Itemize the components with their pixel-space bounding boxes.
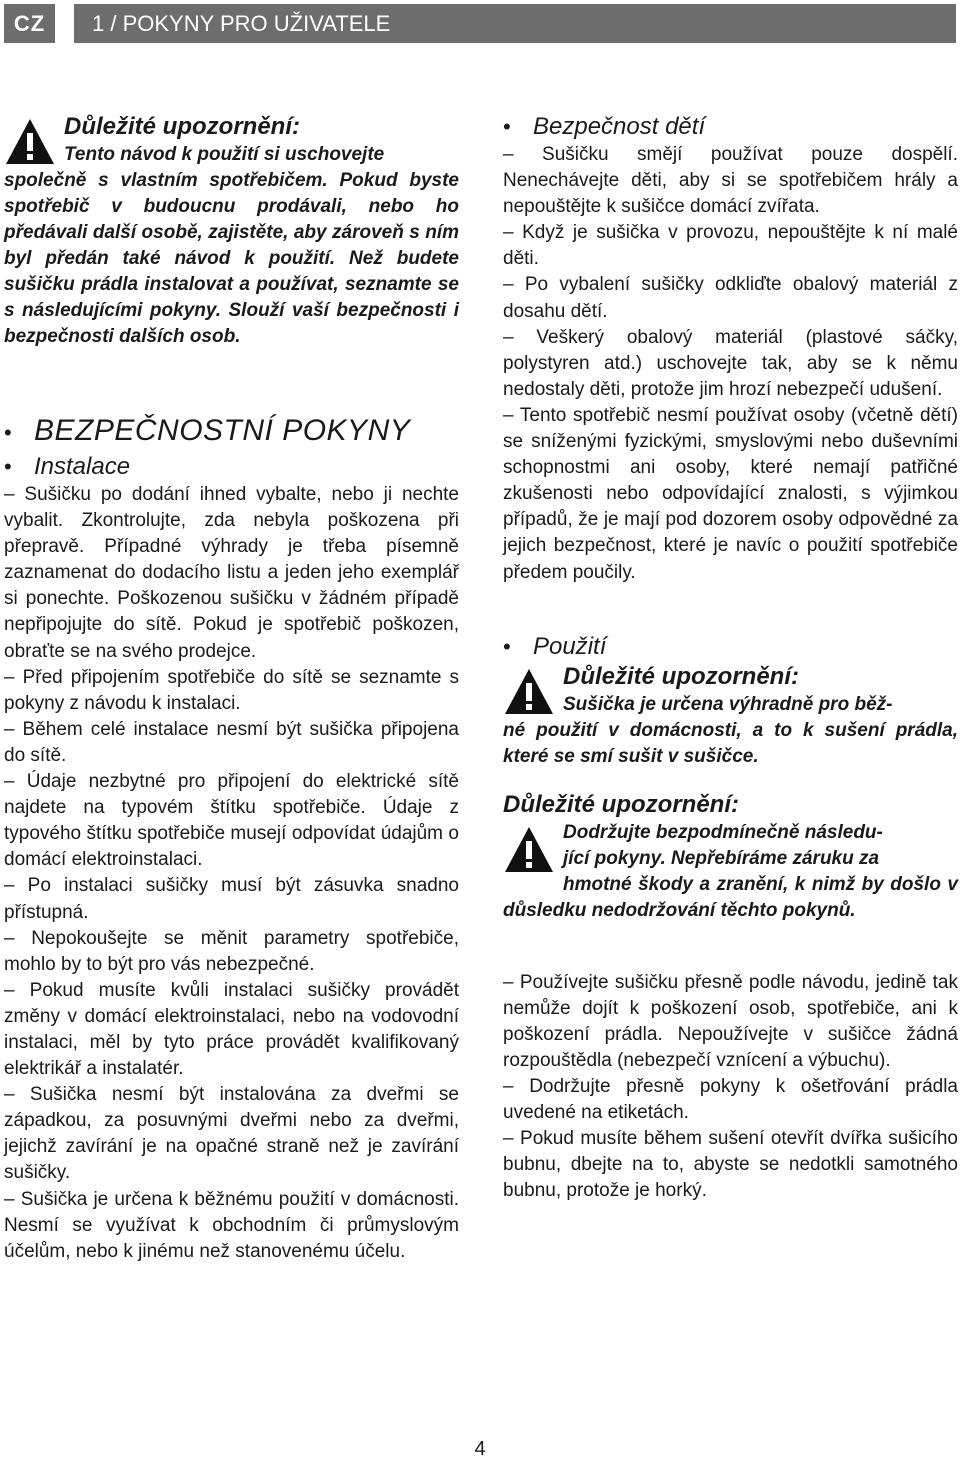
install-paragraph: – Údaje nezbytné pro připojení do elektrické sítě najdete na typovém štítku spotřebiče. Údaje z typového štítku spotřebiče musejí odpovídat údajům o domácí elektroinstalaci. xyxy=(4,771,459,871)
install-paragraph: – Po instalaci sušičky musí být zásuvka snadno přístupná. xyxy=(4,875,459,923)
notice-second-line: jící pokyny. Nepřebíráme záruku za xyxy=(563,847,880,869)
bullet-icon: • xyxy=(4,420,13,445)
language-tab: CZ xyxy=(4,4,55,43)
install-paragraph: – Před připojením spotřebiče do sítě se seznamte s pokyny z návodu k instalaci. xyxy=(4,666,459,714)
child-safety-paragraph: – Sušičku smějí používat pouze dospělí. Nenechávejte děti, aby si se spotřebičem hrály a nepouštějte k sušičce domácí zvířata. xyxy=(503,144,958,218)
bullet-icon: • xyxy=(4,454,12,479)
install-paragraph: – Sušička je určena k běžnému použití v domácnosti. Nesmí se využívat k obchodním či průmyslovým účelům, nebo k jinému než stanovenému účelu. xyxy=(4,1188,459,1262)
use-notice xyxy=(503,662,958,770)
notice-title: Důležité upozornění: xyxy=(563,662,799,690)
page-number: 4 xyxy=(474,1438,486,1460)
notice-first-line: Dodržujte bezpodmínečně následu- xyxy=(563,821,883,843)
heading-child-safety: • Bezpečnost dětí xyxy=(503,113,706,140)
heading-installation: • Instalace xyxy=(4,453,131,480)
warning-icon xyxy=(4,116,56,168)
bullet-icon: • xyxy=(503,114,511,139)
warning-icon xyxy=(503,666,555,718)
notice-first-line: Sušička je určena výhradně pro běž- xyxy=(563,693,893,715)
install-paragraph: – Během celé instalace nesmí být sušička připojena do sítě. xyxy=(4,718,459,766)
notice-title: Důležité upozornění: xyxy=(64,113,300,140)
right-column xyxy=(503,112,958,1204)
install-paragraph: – Sušičku po dodání ihned vybalte, nebo ji nechte vybalit. Zkontrolujte, zda nebyla poškozena při přepravě. Případné výhrady je třeba písemně zaznamenat do dodacího listu a jeden jeho exemplář si ponechte. Poškozenou sušičku v žádném případě nepřipojujte do sítě. Pokud je spotřebič poškozen, obraťte se na svého prodejce. xyxy=(4,484,459,662)
child-safety-paragraph: – Když je sušička v provozu, nepouštějte k ní malé děti. xyxy=(503,222,958,270)
bullet-icon: • xyxy=(503,633,511,659)
notice-body: společně s vlastním spotřebičem. Pokud byste spotřebič v budoucnu prodávali, nebo ho předávali další osobě, zajistěte, aby zároveň s ním byl předán také návod k použití. Než budete sušičku prádla instalovat a používat, seznamte se s následujícími pokyny. Slouží vaší bezpečnosti i bezpečnosti dalších osob. xyxy=(4,170,459,347)
install-paragraph: – Pokud musíte kvůli instalaci sušičky provádět změny v domácí elektroinstalaci, nebo na vodovodní instalaci, měl by tyto práce provádět kvalifikovaný elektrikář a instalatér. xyxy=(4,979,459,1080)
rules-notice xyxy=(503,790,958,924)
section-title-bar: 1 / POKYNY PRO UŽIVATELE xyxy=(74,4,956,43)
use-paragraph: – Používejte sušičku přesně podle návodu, jedině tak nemůže dojít k poškození osob, spotřebiče, ani k poškození prádla. Nepoužívejte v sušičce žádná rozpouštědla (nebezpečí vznícení a výbuchu). xyxy=(503,971,958,1071)
warning-icon xyxy=(503,824,555,876)
child-safety-paragraph: – Tento spotřebič nesmí používat osoby (včetně dětí) se sníženými fyzickými, smyslovými nebo duševními schopnostmi ani osoby, které nemají patřičné zkušenosti nebo odpovídající znalosti, s výjimkou případů, že je mají pod dozorem osoby odpovědné za jejich bezpečnost, které je navíc o použití spotřebiče předem poučily. xyxy=(503,404,958,583)
heading-safety: • BEZPEČNOSTNÍ POKYNY xyxy=(4,412,459,452)
notice-body: né použití v domácnosti, a to k sušení prádla, které se smí sušit v sušičce. xyxy=(503,719,958,767)
use-paragraph: – Dodržujte přesně pokyny k ošetřování prádla uvedené na etiketách. xyxy=(503,1075,958,1124)
install-paragraph: – Sušička nesmí být instalována za dveřmi se západkou, za posuvnými dveřmi nebo za dveřmi, jejichž zavírání je na opačné straně než je zavírání sušičky. xyxy=(4,1084,459,1184)
notice-first-line: Tento návod k použití si uschovejte xyxy=(64,144,385,165)
child-safety-paragraph: – Veškerý obalový materiál (plastové sáčky, polystyren atd.) uschovejte tak, aby se k němu nedostaly děti, protože jim hrozí nebezpečí udušení. xyxy=(503,326,958,400)
child-safety-paragraph: – Po vybalení sušičky odkliďte obalový materiál z dosahu dětí. xyxy=(503,274,958,322)
install-paragraph: – Nepokoušejte se měnit parametry spotřebiče, mohlo by to být pro vás nebezpečné. xyxy=(4,927,459,975)
notice-body: hmotné škody a zranění, k nimž by došlo v důsledku nedodržování těchto pokynů. xyxy=(503,873,958,921)
heading-use: • Použití xyxy=(503,632,607,660)
important-notice xyxy=(4,112,459,350)
left-column xyxy=(4,112,459,1265)
use-paragraph: – Pokud musíte během sušení otevřít dvířka sušicího bubnu, dbejte na to, abyste se nedotkli samotného bubnu, protože je horký. xyxy=(503,1128,958,1202)
notice-title: Důležité upozornění: xyxy=(503,790,739,818)
